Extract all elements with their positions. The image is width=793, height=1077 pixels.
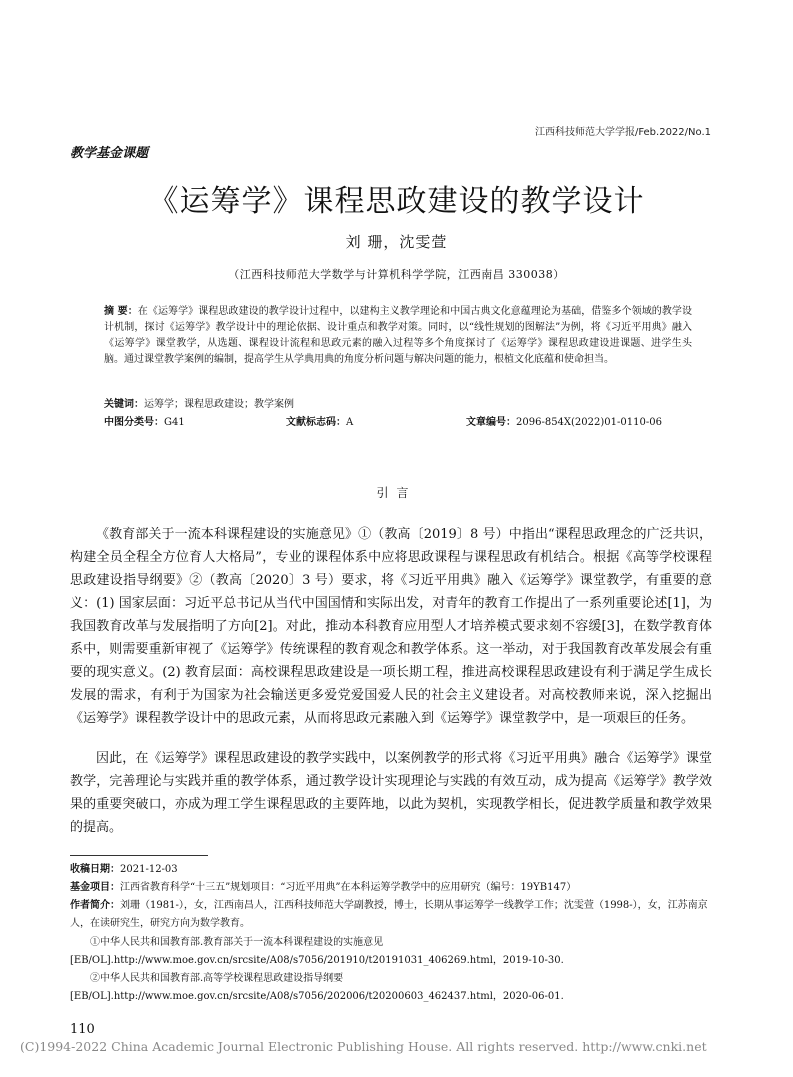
keywords bbox=[104, 397, 692, 413]
article-number-label: 文章编号： bbox=[466, 417, 516, 428]
author-label: 作者简介： bbox=[70, 900, 120, 911]
fund-text: 江西省教育科学“十三五”规划项目：“习近平用典”在本科运筹学教学中的应用研究（编号：19YB147） bbox=[120, 882, 577, 893]
fund-label: 基金项目： bbox=[70, 882, 120, 893]
column-label: 教学基金课题 bbox=[70, 146, 149, 161]
footnote-received bbox=[70, 861, 712, 879]
received-label: 收稿日期： bbox=[70, 864, 120, 875]
footnote-fund bbox=[70, 879, 712, 897]
doc-code-value: A bbox=[346, 417, 354, 428]
abstract-text: 在《运筹学》课程思政建设的教学设计过程中，以建构主义教学理论和中国古典文化意蕴理论为基础，借鉴多个领域的教学设计机制，探讨《运筹学》教学设计中的理论依据、设计重点和教学对策。同时，以“线性规划的图解法”为例，将《习近平用典》融入《运筹学》课堂教学，从选题、课程设计流程和思政元素的融入过程等多个角度探讨了《运筹学》课程思政建设进课题、进学生头脑。通过课堂教学案例的编制，提高学生从学典用典的角度分析问题与解决问题的能力，根植文化底蕴和使命担当。 bbox=[104, 306, 693, 365]
abstract-label: 摘 要： bbox=[104, 306, 138, 317]
body-paragraph-2: 因此，在《运筹学》课程思政建设的教学实践中，以案例教学的形式将《习近平用典》融合《运筹学》课堂教学，完善理论与实践并重的教学体系，通过教学设计实现理论与实践的有效互动，成为提高《运筹学》教学效果的重要突破口，亦成为理工学生课程思政的主要阵地，以此为契机，实现教学相长，促进教学质量和教学效果的提高。 bbox=[70, 751, 712, 835]
keywords-text: 运筹学；课程思政建设；教学案例 bbox=[144, 399, 294, 410]
body-paragraph-1: 《教育部关于一流本科课程建设的实施意见》①（教高〔2019〕8 号）中指出“课程思政理念的广泛共识，构建全员全程全方位育人大格局”，专业的课程体系中应将思政课程与课程思政有机结合。根据《高等学校课程思政建设指导纲要》②（教高〔2020〕3 号）要求，将《习近平用典》融入《运筹学》课堂教学，有重要的意义：(1) 国家层面：习近平总书记从当代中国国情和实际出发，对青年的教育工作提出了一系列重要论述[1]，为我国教育改革与发展指明了方向[2]。对此，推动本科教育应用型人才培养模式要求刻不容缓[3]，在数学教育体系中，则需要重新审视了《运筹学》传统课程的教育观念和教学体系。这一举动，对于我国教育改革发展会有重要的现实意义。(2) 教育层面：高校课程思政建设是一项长期工程，推进高校课程思政建设有利于满足学生成长发展的需求，有利于为国家为社会输送更多爱党爱国爱人民的社会主义建设者。对高校教师来说，深入挖掘出《运筹学》课程教学设计中的思政元素，从而将思政元素融入到《运筹学》课堂教学中，是一项艰巨的任务。 bbox=[70, 527, 712, 726]
clc-value: G41 bbox=[164, 417, 185, 428]
classification-row bbox=[104, 415, 692, 431]
copyright-watermark: (C)1994-2022 China Academic Journal Electronic Publishing House. All rights reserved. http://www.cnki.net bbox=[20, 1039, 707, 1054]
footnote-divider bbox=[70, 855, 208, 856]
clc-label: 中图分类号： bbox=[104, 417, 164, 428]
section-heading: 引言 bbox=[376, 486, 417, 500]
article-number-value: 2096-854X(2022)01-0110-06 bbox=[516, 417, 662, 428]
abstract bbox=[104, 304, 692, 368]
doc-code-label: 文献标志码： bbox=[286, 417, 346, 428]
paper-authors: 刘 珊，沈雯萱 bbox=[345, 233, 448, 251]
footnote-2: ②中华人民共和国教育部.高等学校课程思政建设指导纲要[EB/OL].http://www.moe.gov.cn/srcsite/A08/s7056/202006/t20200603_462437.html，2020-06-01. bbox=[70, 973, 564, 1002]
footnote-author bbox=[70, 897, 712, 933]
paper-affiliation: （江西科技师范大学数学与计算机科学学院，江西南昌 330038） bbox=[228, 268, 565, 281]
journal-header: 江西科技师范大学学报/Feb.2022/No.1 bbox=[534, 127, 711, 138]
received-date: 2021-12-03 bbox=[120, 864, 178, 875]
author-bio: 刘珊（1981-），女，江西南昌人，江西科技师范大学副教授，博士，长期从事运筹学一线教学工作；沈雯萱（1998-），女，江苏南京人，在读研究生，研究方向为数学教育。 bbox=[70, 900, 708, 929]
keywords-label: 关键词： bbox=[104, 399, 144, 410]
footnote-1: ①中华人民共和国教育部.教育部关于一流本科课程建设的实施意见[EB/OL].http://www.moe.gov.cn/srcsite/A08/s7056/201910/t20191031_406269.html，2019-10-30. bbox=[70, 937, 564, 966]
paper-title: 《运筹学》课程思政建设的教学设计 bbox=[148, 184, 645, 219]
page-number: 110 bbox=[70, 1022, 95, 1037]
